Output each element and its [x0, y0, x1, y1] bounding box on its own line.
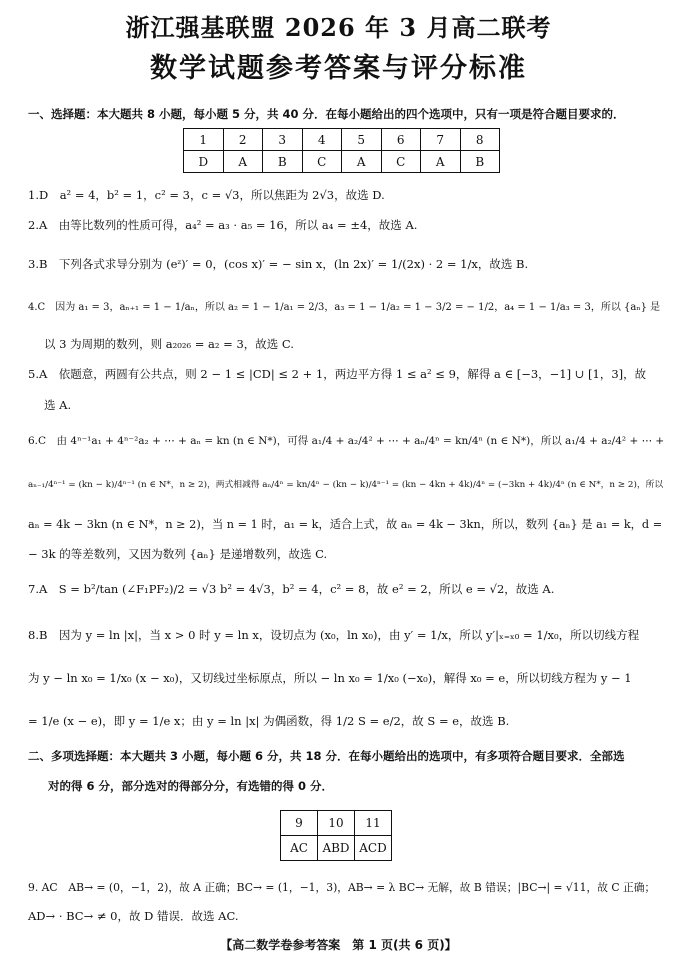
solution-line: aₙ₋₁/4ⁿ⁻¹ = (kn − k)/4ⁿ⁻¹ (n ∈ N*，n ≥ 2)，两式相减得 aₙ/4ⁿ = kn/4ⁿ − (kn − k)/4ⁿ⁻¹ = (kn − 4kn + 4k)/4ⁿ = (−3kn + 4k)/4ⁿ (n ∈ N*，n ≥ 2)，所以 [28, 480, 664, 490]
question-number: 5 [342, 129, 382, 151]
solution-line: 1.D a² = 4，b² = 1，c² = 3，c = √3，所以焦距为 2√3，故选 D. [28, 188, 385, 202]
page-footer: 【高二数学卷参考答案 第 1 页(共 6 页)】 [220, 938, 457, 952]
table-row [184, 129, 500, 151]
solution-line: 4.C 因为 a₁ = 3，aₙ₊₁ = 1 − 1/aₙ，所以 a₂ = 1 − 1/a₁ = 2/3，a₃ = 1 − 1/a₂ = 1 − 3/2 = − 1/2，a₄ = 1 − 1/a₃ = 3，所以 {aₙ} 是 [28, 302, 661, 313]
page-subtitle: 数学试题参考答案与评分标准 [150, 53, 527, 84]
solution-line: = 1/e (x − e)，即 y = 1/e x；由 y = ln |x| 为偶函数，得 1/2 S = e/2，故 S = e，故选 B. [28, 714, 510, 728]
section2-heading-cont: 对的得 6 分，部分选对的得部分分，有选错的得 0 分． [48, 779, 334, 793]
question-number: 2 [223, 129, 263, 151]
page-title: 浙江强基联盟 2026 年 3 月高二联考 [125, 13, 552, 42]
answer-cell: D [184, 151, 224, 173]
section2-heading: 二、多项选择题：本大题共 3 小题，每小题 6 分，共 18 分．在每小题给出的选项中，有多项符合题目要求．全部选 [28, 749, 625, 763]
answer-cell: A [223, 151, 263, 173]
answer-cell: B [263, 151, 303, 173]
answer-cell: AC [281, 836, 318, 861]
solution-line: 7.A S = b²/tan (∠F₁PF₂)/2 = √3 b² = 4√3，b² = 4，c² = 8，故 e² = 2，所以 e = √2，故选 A. [28, 582, 555, 596]
question-number: 6 [381, 129, 421, 151]
solution-line: − 3k 的等差数列，又因为数列 {aₙ} 是递增数列，故选 C. [28, 547, 328, 561]
solution-line: 选 A. [44, 398, 72, 412]
solution-line: 以 3 为周期的数列，则 a₂₀₂₆ = a₂ = 3，故选 C. [44, 337, 294, 351]
solution-line: AD→ · BC→ ≠ 0，故 D 错误．故选 AC. [28, 909, 239, 923]
solution-line: 为 y − ln x₀ = 1/x₀ (x − x₀)，又切线过坐标原点，所以 − ln x₀ = 1/x₀ (−x₀)，解得 x₀ = e，所以切线方程为 y − 1 [28, 671, 632, 685]
multi-answer-table [280, 810, 392, 861]
table-row [281, 836, 392, 861]
answer-cell: C [302, 151, 342, 173]
question-number: 8 [460, 129, 500, 151]
question-number: 1 [184, 129, 224, 151]
solution-line: 9. AC AB→ = (0，−1，2)，故 A 正确；BC→ = (1，−1，3)，AB→ = λ BC→ 无解，故 B 错误；|BC→| = √11，故 C 正确； [28, 881, 656, 894]
answer-cell: A [342, 151, 382, 173]
answer-cell: ABD [318, 836, 355, 861]
table-row [184, 151, 500, 173]
solution-line: 8.B 因为 y = ln |x|，当 x > 0 时 y = ln x，设切点为 (x₀，ln x₀)，由 y′ = 1/x，所以 y′|ₓ₌ₓ₀ = 1/x₀，所以切线方程 [28, 628, 640, 642]
question-number: 11 [355, 811, 392, 836]
question-number: 4 [302, 129, 342, 151]
solution-line: 6.C 由 4ⁿ⁻¹a₁ + 4ⁿ⁻²a₂ + ⋯ + aₙ = kn (n ∈ N*)，可得 a₁/4 + a₂/4² + ⋯ + aₙ/4ⁿ = kn/4ⁿ (n ∈ N*)，所以 a₁/4 + a₂/4² + ⋯ + [28, 435, 665, 447]
question-number: 9 [281, 811, 318, 836]
answer-cell: C [381, 151, 421, 173]
table-row [281, 811, 392, 836]
section1-heading: 一、选择题：本大题共 8 小题，每小题 5 分，共 40 分．在每小题给出的四个选项中，只有一项是符合题目要求的． [28, 107, 625, 121]
question-number: 10 [318, 811, 355, 836]
answer-cell: B [460, 151, 500, 173]
mc-answer-table [183, 128, 500, 173]
answer-cell: ACD [355, 836, 392, 861]
solution-line: 3.B 下列各式求导分别为 (eᶻ)′ = 0，(cos x)′ = − sin x，(ln 2x)′ = 1/(2x) · 2 = 1/x，故选 B. [28, 257, 529, 271]
answer-cell: A [421, 151, 461, 173]
question-number: 3 [263, 129, 303, 151]
solution-line: 5.A 依题意，两圆有公共点，则 2 − 1 ≤ |CD| ≤ 2 + 1，两边平方得 1 ≤ a² ≤ 9，解得 a ∈ [−3，−1] ∪ [1，3]，故 [28, 367, 647, 381]
solution-line: aₙ = 4k − 3kn (n ∈ N*，n ≥ 2)，当 n = 1 时，a₁ = k，适合上式，故 aₙ = 4k − 3kn，所以，数列 {aₙ} 是 a₁ = k，d = [28, 518, 663, 531]
question-number: 7 [421, 129, 461, 151]
solution-line: 2.A 由等比数列的性质可得，a₄² = a₃ · a₅ = 16，所以 a₄ = ±4，故选 A. [28, 218, 418, 232]
